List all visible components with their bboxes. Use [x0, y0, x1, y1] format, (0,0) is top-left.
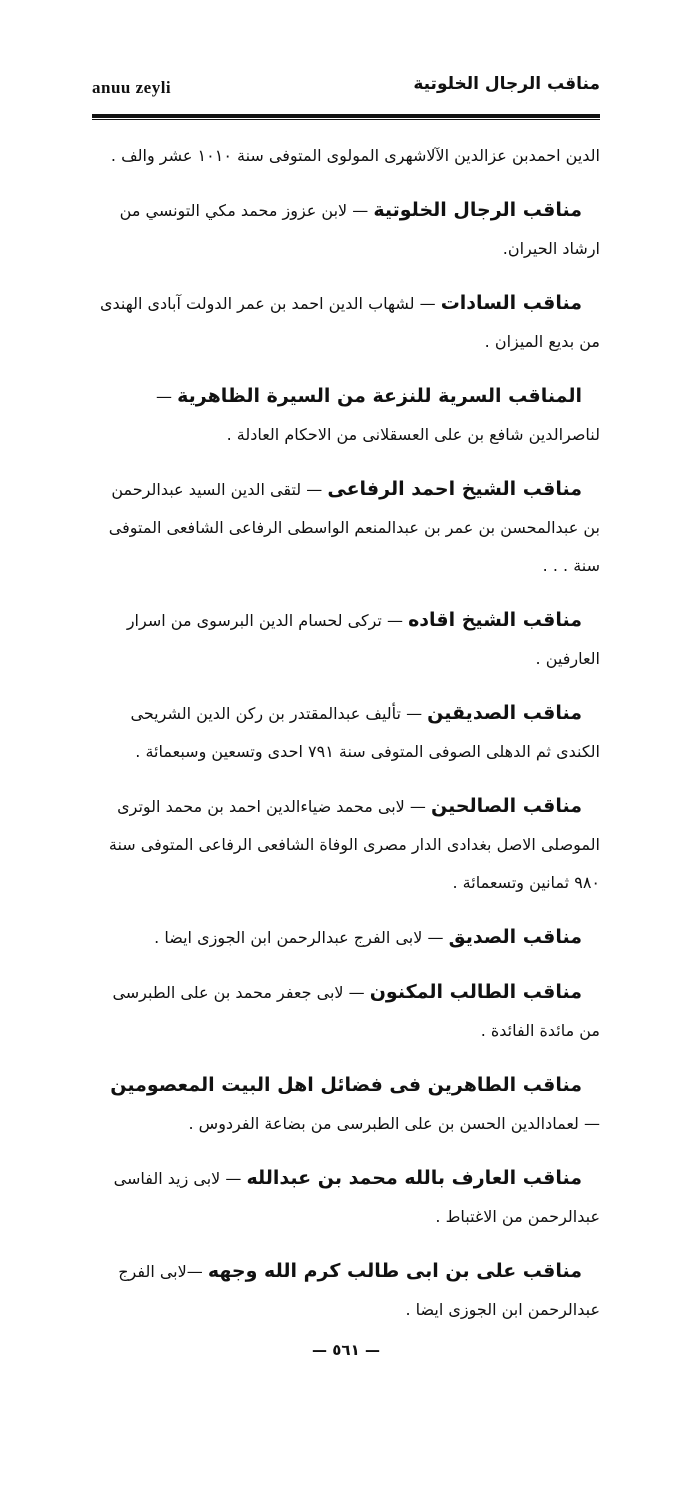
entry: [92, 1159, 600, 1236]
entry-title: مناقب الصالحين: [430, 795, 582, 817]
entry: [92, 1252, 600, 1329]
entry-text: — لابى زيد الفاسى عبدالرحمن من الاغتباط .: [113, 1169, 600, 1226]
entry-text: — لشهاب الدين احمد بن عمر الدولت آبادى الهندى من بديع الميزان .: [99, 294, 600, 351]
entry: [92, 694, 600, 771]
entry-text: — لابى محمد ضياءالدين احمد بن محمد الوترى الموصلى الاصل بغدادى الدار مصرى الوفاة الشافعى الرفاعى المتوفى سنة ٩٨٠ ثمانين وتسعمائة .: [108, 797, 600, 892]
entry-title: مناقب الطالب المكنون: [369, 981, 582, 1003]
entry-text: — لابى جعفر محمد بن على الطبرسى من مائدة الفائدة .: [112, 983, 600, 1040]
entry-title: مناقب الطاهرين فى فضائل اهل البيت المعصومين: [110, 1074, 582, 1096]
entry-text: — لناصرالدين شافع بن على العسقلانى من الاحكام العادلة .: [156, 387, 600, 444]
entry: [92, 601, 600, 678]
entry: [92, 136, 600, 175]
entry-list: [92, 136, 600, 1329]
entry: [92, 1066, 600, 1143]
entry-title: مناقب السادات: [440, 292, 582, 314]
entry-title: مناقب الرجال الخلوتية: [373, 199, 582, 221]
entry: [92, 191, 600, 268]
entry-text: — لابن عزوز محمد مكي التونسي من ارشاد الحيران.: [119, 201, 600, 258]
entry-text: — لابى الفرج عبدالرحمن ابن الجوزى ايضا .: [154, 928, 444, 947]
entry: [92, 470, 600, 585]
header-rule: [92, 114, 600, 120]
page-number: — ٥٦١ —: [312, 1341, 380, 1359]
entry-text: — تأليف عبدالمقتدر بن ركن الدين الشريحى الكندى ثم الدهلى الصوفى المتوفى سنة ٧٩١ احدى وتسعين وسبعمائة .: [130, 704, 600, 761]
entry: [92, 918, 600, 957]
entry-text: —لابى الفرج عبدالرحمن ابن الجوزى ايضا .: [118, 1262, 600, 1319]
entry-title: مناقب العارف بالله محمد بن عبدالله: [246, 1167, 582, 1189]
entry-title: مناقب الصديقين: [427, 702, 582, 724]
entry-title: المناقب السرية للنزعة من السيرة الظاهرية: [177, 385, 582, 407]
entry: [92, 973, 600, 1050]
entry-text: — تركى لحسام الدين البرسوى من اسرار العارفين .: [126, 611, 600, 668]
running-title: مناقب الرجال الخلوتية: [413, 74, 600, 94]
entry-text: — لعمادالدين الحسن بن على الطبرسى من بضاعة الفردوس .: [188, 1114, 600, 1133]
entry: [92, 787, 600, 902]
book-page: [92, 70, 600, 1359]
entry-title: مناقب على بن ابى طالب كرم الله وجهه: [207, 1260, 582, 1282]
entry: [92, 377, 600, 454]
page-header: [92, 70, 600, 104]
entry-text: — لتقى الدين السيد عبدالرحمن بن عبدالمحسن بن عمر بن عبدالمنعم الواسطى الرفاعى الشافعى المتوفى سنة . . .: [108, 480, 600, 575]
entry-title: مناقب الشيخ احمد الرفاعى: [327, 478, 582, 500]
entry-title: مناقب الصديق: [448, 926, 582, 948]
entry-title: مناقب الشيخ اقاده: [408, 609, 582, 631]
entry-text: الدين احمدبن عزالدين الآلاشهرى المولوى المتوفى سنة ١٠١٠ عشر والف .: [110, 146, 600, 165]
header-left-text: anuu zeyli: [92, 78, 172, 97]
entry: [92, 284, 600, 361]
